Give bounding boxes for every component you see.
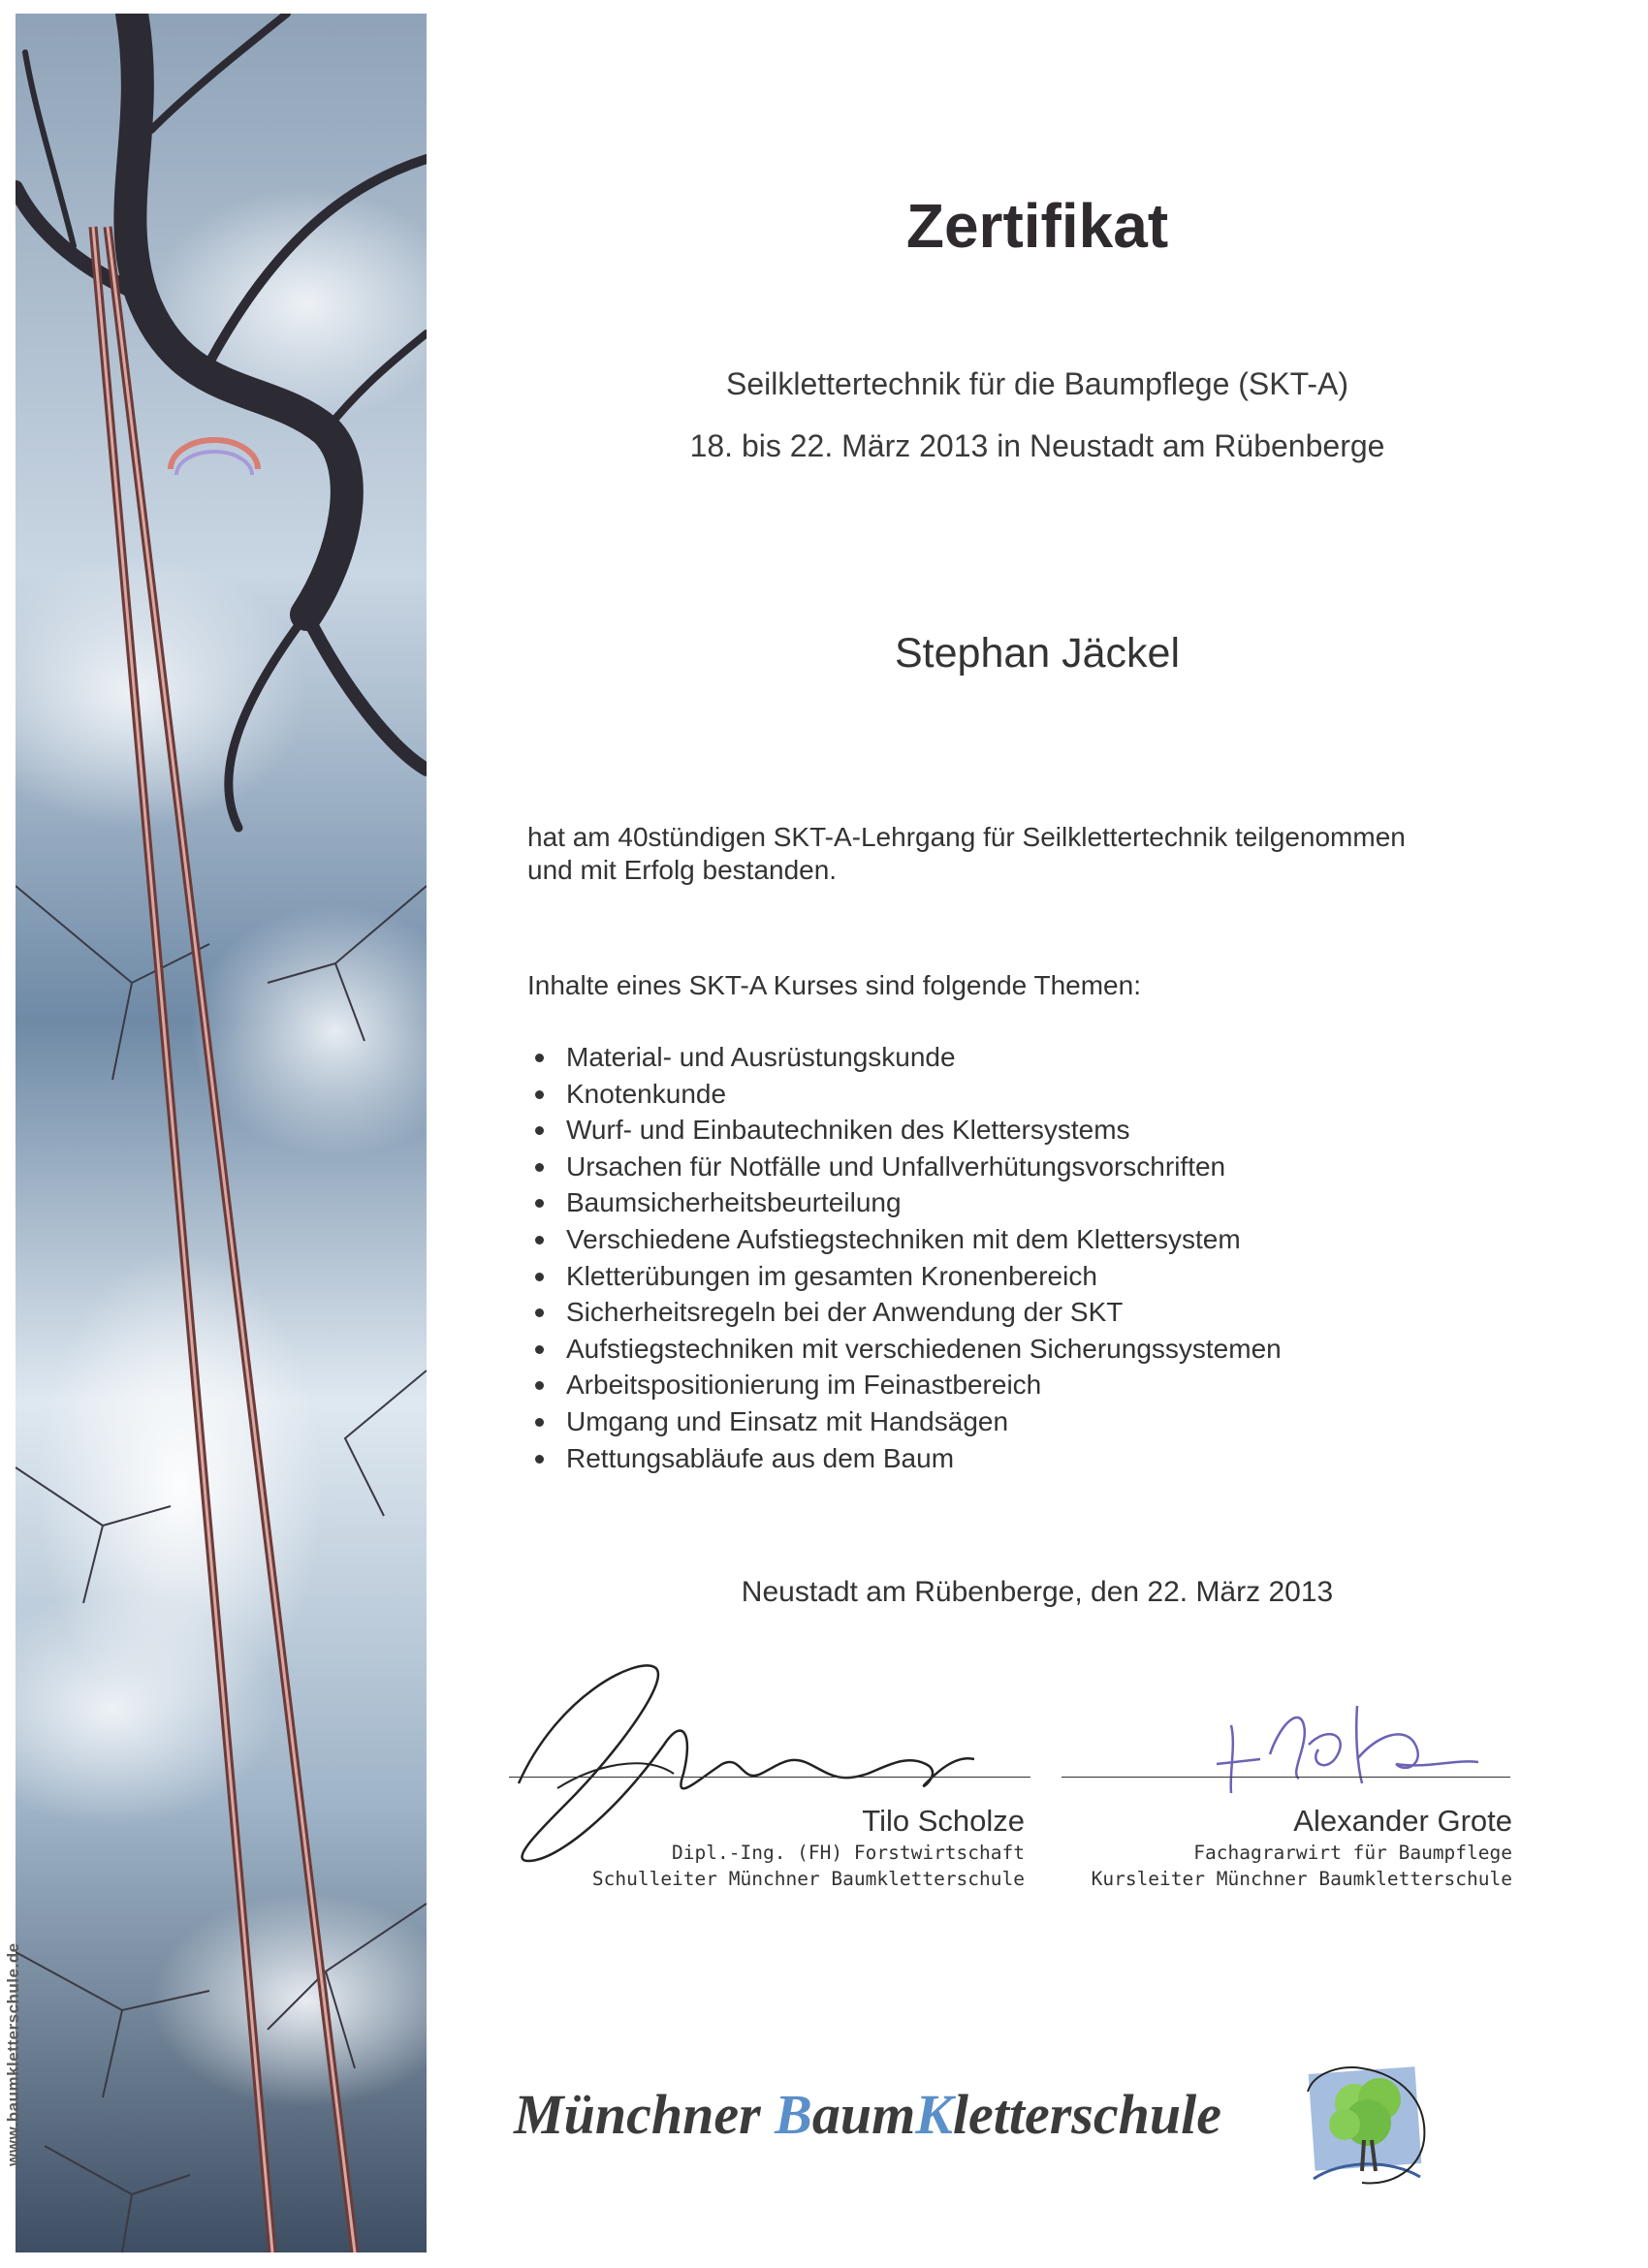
bullet-icon <box>535 1054 544 1062</box>
topic-label: Kletterübungen im gesamten Kronenbereich <box>566 1260 1097 1291</box>
logo-part: letterschule <box>952 2083 1221 2146</box>
statement-line-1: hat am 40stündigen SKT-A-Lehrgang für Seilklettertechnik teilgenommen <box>527 822 1406 852</box>
signatory-name: Tilo Scholze <box>862 1804 1025 1838</box>
bullet-icon <box>535 1126 544 1135</box>
signatory-right <box>1062 1803 1512 1892</box>
logo-accent-letter: K <box>915 2083 953 2146</box>
list-item <box>527 1367 1545 1403</box>
list-item <box>527 1112 1545 1149</box>
list-item <box>527 1039 1545 1076</box>
signatory-qualification: Dipl.-Ing. (FH) Forstwirtschaft <box>672 1842 1025 1864</box>
decorative-photo-strip <box>16 14 427 2252</box>
logo-part: Münchner <box>514 2083 776 2146</box>
bullet-icon <box>535 1418 544 1427</box>
signatory-position: Schulleiter Münchner Baumkletterschule <box>591 1868 1025 1890</box>
list-item <box>527 1258 1545 1295</box>
signatory-qualification: Fachagrarwirt für Baumpflege <box>1193 1842 1512 1864</box>
bullet-icon <box>535 1345 544 1354</box>
bullet-icon <box>535 1381 544 1390</box>
certificate-title: Zertifikat <box>905 191 1169 261</box>
completion-statement <box>527 821 1545 887</box>
logo-part: aum <box>811 2083 916 2146</box>
topic-label: Aufstiegstechniken mit verschiedenen Sicherungssystemen <box>566 1333 1282 1364</box>
course-name: Seilklettertechnik für die Baumpflege (SKT-A) <box>725 366 1349 401</box>
topic-label: Arbeitspositionierung im Feinastbereich <box>566 1370 1042 1401</box>
signatory-name: Alexander Grote <box>1293 1804 1512 1838</box>
school-logo-text <box>514 2082 1289 2147</box>
topic-label: Baumsicherheitsbeurteilung <box>566 1187 902 1218</box>
signature-line-right <box>1062 1777 1510 1778</box>
topics-intro: Inhalte eines SKT-A Kurses sind folgende Themen: <box>527 970 1141 1000</box>
bullet-icon <box>535 1273 544 1281</box>
list-item <box>527 1403 1545 1440</box>
bullet-icon <box>535 1163 544 1172</box>
participant-name: Stephan Jäckel <box>894 630 1181 677</box>
statement-line-2: und mit Erfolg bestanden. <box>527 855 838 885</box>
signature-grote <box>1212 1686 1483 1812</box>
topic-label: Material- und Ausrüstungskunde <box>566 1042 956 1072</box>
signatory-position: Kursleiter Münchner Baumkletterschule <box>1091 1868 1512 1890</box>
list-item <box>527 1440 1545 1477</box>
logo-accent-letter: B <box>775 2083 812 2146</box>
tree-rope-photo <box>16 14 427 2252</box>
signatory-left <box>509 1803 1025 1892</box>
topic-label: Sicherheitsregeln bei der Anwendung der SKT <box>566 1297 1124 1328</box>
tree-logo-icon <box>1304 2063 1430 2189</box>
list-item <box>527 1149 1545 1185</box>
topic-label: Rettungsabläufe aus dem Baum <box>566 1442 955 1473</box>
place-and-date: Neustadt am Rübenberge, den 22. März 2013 <box>741 1576 1334 1608</box>
topic-label: Verschiedene Aufstiegstechniken mit dem Klettersystem <box>566 1223 1241 1254</box>
list-item <box>527 1076 1545 1113</box>
website-url: www.baumkletterschule.de <box>4 1942 22 2167</box>
topic-label: Umgang und Einsatz mit Handsägen <box>566 1405 1009 1436</box>
topic-label: Knotenkunde <box>566 1078 727 1109</box>
topic-label: Ursachen für Notfälle und Unfallverhütungsvorschriften <box>566 1150 1226 1181</box>
bullet-icon <box>535 1090 544 1099</box>
list-item <box>527 1184 1545 1221</box>
list-item <box>527 1331 1545 1368</box>
bullet-icon <box>535 1308 544 1317</box>
course-date-location: 18. bis 22. März 2013 in Neustadt am Rübenberge <box>689 428 1385 463</box>
bullet-icon <box>535 1199 544 1208</box>
list-item <box>527 1221 1545 1258</box>
topics-list <box>527 1039 1545 1476</box>
signature-line-left <box>509 1777 1030 1778</box>
list-item <box>527 1294 1545 1331</box>
certificate-content <box>427 0 1648 2268</box>
topic-label: Wurf- und Einbautechniken des Klettersystems <box>566 1115 1130 1146</box>
bullet-icon <box>535 1236 544 1244</box>
bullet-icon <box>535 1455 544 1464</box>
